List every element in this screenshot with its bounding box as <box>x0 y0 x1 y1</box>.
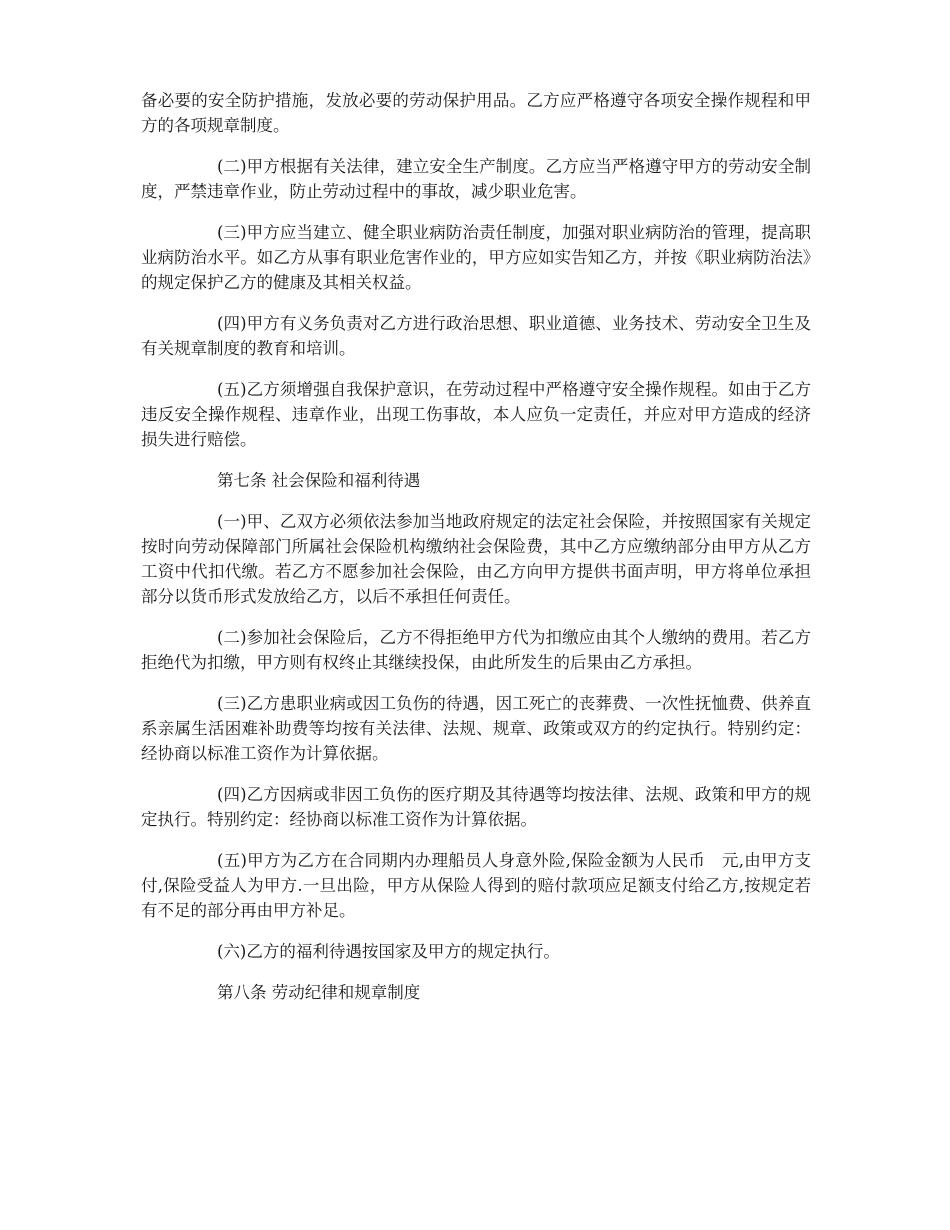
paragraph-clause-3: (三)甲方应当建立、健全职业病防治责任制度，加强对职业病防治的管理，提高职业病防治水平。如乙方从事有职业危害作业的，甲方应如实告知乙方，并按《职业病防治法》的规定保护乙方的健康及其相关权益。 <box>141 223 811 292</box>
paragraph-clause-4: (四)甲方有义务负责对乙方进行政治思想、职业道德、业务技术、劳动安全卫生及有关规章制度的教育和培训。 <box>141 314 811 358</box>
paragraph-article-7-clause-3: (三)乙方患职业病或因工负伤的待遇，因工死亡的丧葬费、一次性抚恤费、供养直系亲属生活困难补助费等均按有关法律、法规、规章、政策或双方的约定执行。特别约定：经协商以标准工资作为计算依据。 <box>141 694 811 763</box>
paragraph-article-7-clause-2: (二)参加社会保险后，乙方不得拒绝甲方代为扣缴应由其个人缴纳的费用。若乙方拒绝代为扣缴，甲方则有权终止其继续投保，由此所发生的后果由乙方承担。 <box>141 628 811 672</box>
paragraph-article-7-clause-5: (五)甲方为乙方在合同期内办理船员人身意外险,保险金额为人民币 元,由甲方支付,保险受益人为甲方.一旦出险，甲方从保险人得到的赔付款项应足额支付给乙方,按规定若有不足的部分再由甲方补足。 <box>141 851 811 920</box>
paragraph-article-7-clause-4: (四)乙方因病或非因工负伤的医疗期及其待遇等均按法律、法规、政策和甲方的规定执行。特别约定：经协商以标准工资作为计算依据。 <box>141 785 811 829</box>
section-heading-article-8: 第八条 劳动纪律和规章制度 <box>217 983 421 1002</box>
paragraph-continuation: 备必要的安全防护措施，发放必要的劳动保护用品。乙方应严格遵守各项安全操作规程和甲方的各项规章制度。 <box>141 91 811 135</box>
paragraph-article-7-clause-6: (六)乙方的福利待遇按国家及甲方的规定执行。 <box>217 942 560 961</box>
paragraph-article-7-clause-1: (一)甲、乙双方必须依法参加当地政府规定的法定社会保险，并按照国家有关规定按时向劳动保障部门所属社会保险机构缴纳社会保险费，其中乙方应缴纳部分由甲方从乙方工资中代扣代缴。若乙方不愿参加社会保险，由乙方向甲方提供书面声明，甲方将单位承担部分以货币形式发放给乙方，以后不承担任何责任。 <box>141 512 811 606</box>
document-body <box>141 88 811 1021</box>
paragraph-clause-5: (五)乙方须增强自我保护意识，在劳动过程中严格遵守安全操作规程。如由于乙方违反安全操作规程、违章作业，出现工伤事故，本人应负一定责任，并应对甲方造成的经济损失进行赔偿。 <box>141 380 811 449</box>
paragraph-clause-2: (二)甲方根据有关法律，建立安全生产制度。乙方应当严格遵守甲方的劳动安全制度，严禁违章作业，防止劳动过程中的事故，减少职业危害。 <box>141 157 811 201</box>
section-heading-article-7: 第七条 社会保险和福利待遇 <box>217 471 421 490</box>
